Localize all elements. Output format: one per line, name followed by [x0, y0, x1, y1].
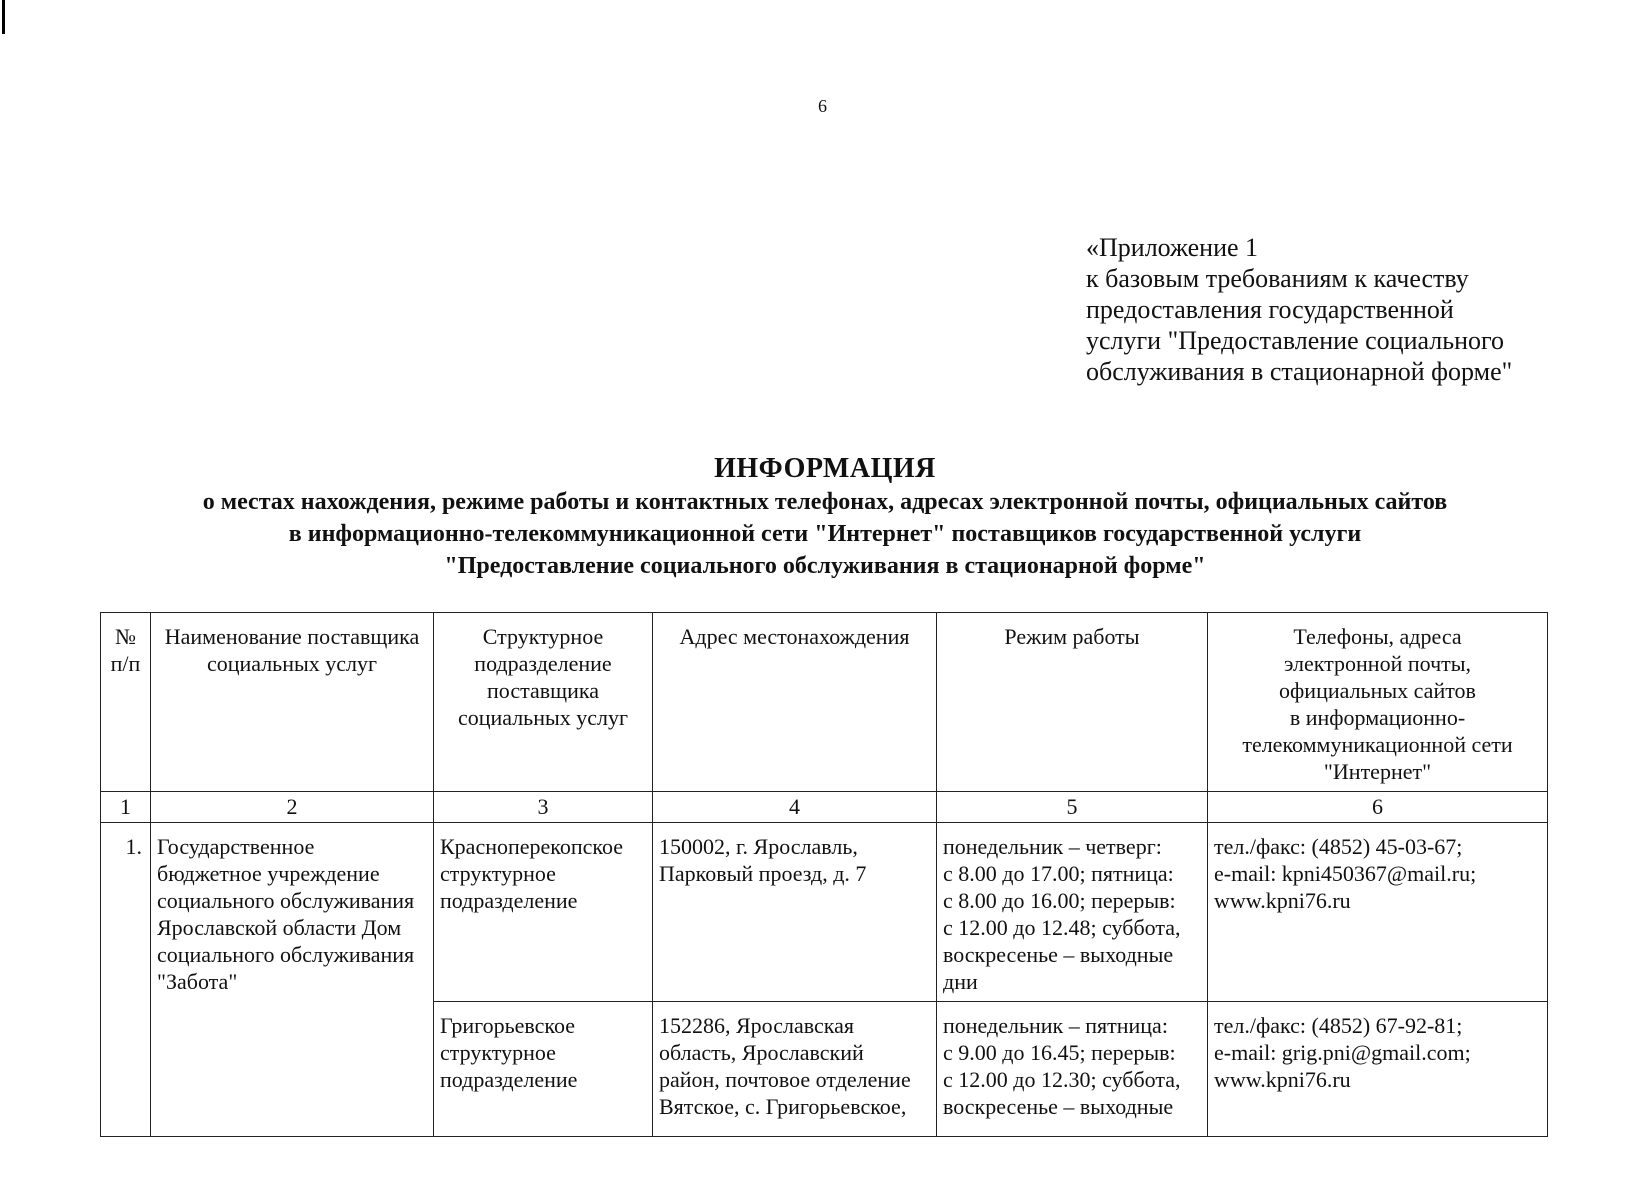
header-cell-unit: Структурное подразделение поставщика социальных услуг [434, 613, 653, 792]
provider-name: Государственное бюджетное учреждение социального обслуживания Ярославской области Дом социального обслуживания "Забота" [151, 823, 434, 1137]
unit-address: 152286, Ярославская область, Ярославский район, почтовое отделение Вятское, с. Григорьевское, [659, 1013, 911, 1119]
appendix-line: «Приложение 1 [1086, 233, 1259, 262]
appendix-line: к базовым требованиям к качеству [1086, 264, 1469, 293]
table-header-row [101, 613, 1548, 792]
unit-schedule: понедельник – пятница: с 9.00 до 16.45; перерыв: с 12.00 до 12.30; суббота, воскресенье – выходные [943, 1013, 1181, 1119]
column-number: 6 [1208, 792, 1548, 823]
schedule-cell [937, 1002, 1208, 1137]
unit-schedule: понедельник – четверг: с 8.00 до 17.00; пятница: с 8.00 до 16.00; перерыв: с 12.00 до 12.48; суббота, воскресенье – выходные дни [937, 823, 1208, 1002]
address-cell [653, 1002, 937, 1137]
unit-contacts: тел./факс: (4852) 67-92-81; e-mail: grig.pni@gmail.com; www.kpni76.ru [1214, 1013, 1471, 1092]
appendix-line: услуги "Предоставление социального [1086, 326, 1505, 355]
appendix-line: обслуживания в стационарной форме" [1086, 357, 1513, 386]
column-number-row [101, 792, 1548, 823]
column-number: 1 [101, 792, 151, 823]
unit-cell [434, 1002, 653, 1137]
column-number: 4 [653, 792, 937, 823]
row-number: 1. [101, 823, 151, 1137]
column-number: 3 [434, 792, 653, 823]
heading-subtitle-line: о местах нахождения, режиме работы и контактных телефонах, адресах электронной почты, официальных сайтов [202, 489, 1448, 515]
header-cell-schedule: Режим работы [937, 613, 1208, 792]
appendix-line: предоставления государственной [1086, 295, 1454, 324]
unit-name: Красноперекопское структурное подразделение [434, 823, 653, 1002]
heading-subtitle-line: в информационно-телекоммуникационной сети "Интернет" поставщиков государственной услуги [288, 521, 1362, 547]
heading-title: ИНФОРМАЦИЯ [714, 453, 936, 484]
scan-edge-mark [2, 0, 5, 34]
contacts-cell [1208, 1002, 1548, 1137]
unit-address: 150002, г. Ярославль, Парковый проезд, д. 7 [653, 823, 937, 1002]
column-number: 5 [937, 792, 1208, 823]
header-cell-contacts: Телефоны, адреса электронной почты, официальных сайтов в информационно- телекоммуникационной сети "Интернет" [1208, 613, 1548, 792]
document-heading [90, 452, 1560, 582]
header-cell-number: № п/п [101, 613, 151, 792]
page-number: 6 [818, 96, 827, 116]
header-cell-provider: Наименование поставщика социальных услуг [151, 613, 434, 792]
appendix-note [1086, 232, 1606, 387]
unit-name: Григорьевское структурное подразделение [440, 1013, 578, 1092]
heading-subtitle-line: "Предоставление социального обслуживания в стационарной форме" [444, 553, 1206, 579]
column-number: 2 [151, 792, 434, 823]
header-cell-address: Адрес местонахождения [653, 613, 937, 792]
providers-table [100, 612, 1548, 1137]
table-row [101, 823, 1548, 1002]
unit-contacts: тел./факс: (4852) 45-03-67; e-mail: kpni450367@mail.ru; www.kpni76.ru [1208, 823, 1548, 1002]
